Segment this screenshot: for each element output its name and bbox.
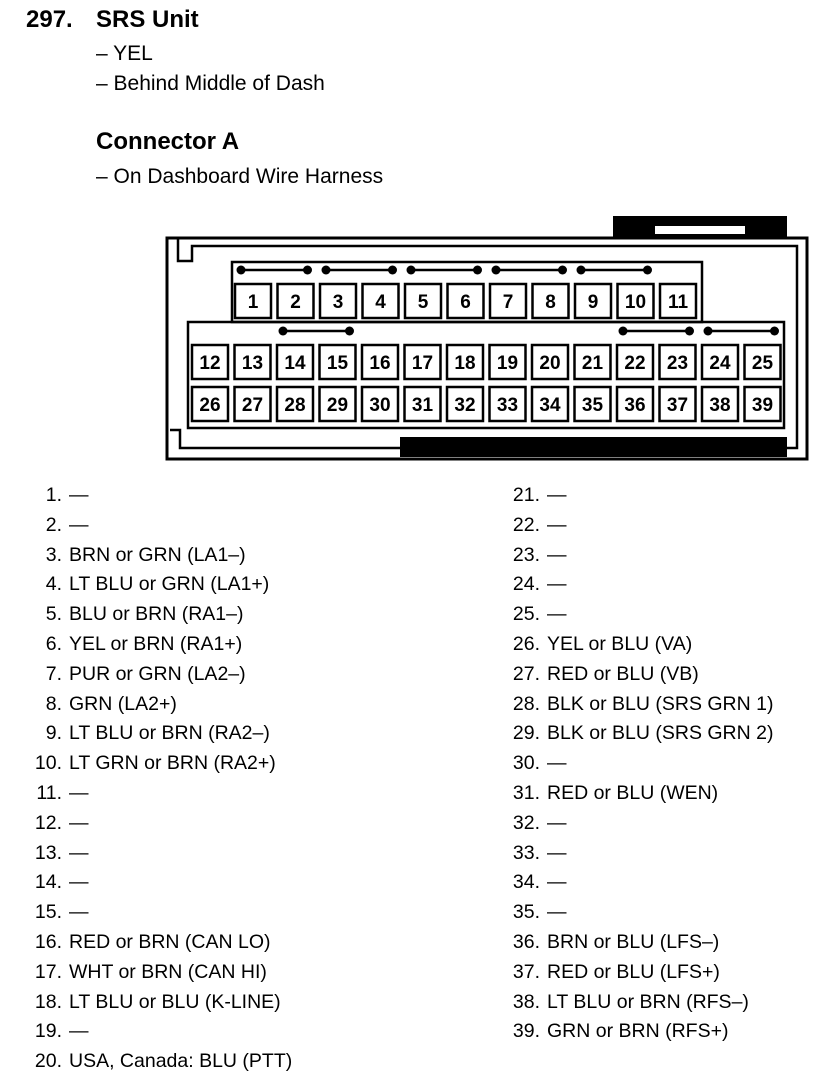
pin-entry [464, 570, 773, 600]
pin-8 [533, 284, 569, 318]
shorting-bar-dot [407, 266, 416, 275]
pin-31 [405, 387, 441, 421]
pin-description: — [547, 543, 567, 566]
pin-27 [235, 387, 271, 421]
pin-description: — [69, 513, 89, 536]
shorting-bar-dot [492, 266, 501, 275]
pin-13 [235, 345, 271, 379]
pin-description: — [547, 484, 567, 506]
pin-18 [447, 345, 483, 379]
pin-label: 31 [411, 395, 434, 416]
pin-label: 14 [284, 353, 306, 374]
pin-12 [192, 345, 228, 379]
pin-description: LT BLU or BRN (RA2–) [69, 722, 270, 745]
shorting-bar-5-6 [407, 266, 483, 275]
pin-description: — [547, 901, 567, 924]
pin-entry [464, 988, 773, 1018]
pin-description: BLU or BRN (RA1–) [69, 603, 244, 626]
pin-description: — [547, 603, 567, 626]
pin-entry [24, 749, 292, 779]
pin-entry [464, 719, 773, 749]
shorting-bar-dot [237, 266, 246, 275]
shorting-bar-dot [279, 327, 288, 336]
pin-19 [490, 345, 526, 379]
pin-entry [464, 928, 773, 958]
pin-description: USA, Canada: BLU (PTT) [69, 1050, 293, 1073]
pin-entry [24, 600, 292, 630]
pin-number: 19. [34, 1020, 62, 1043]
pin-label: 2 [290, 292, 301, 313]
pin-label: 4 [375, 292, 386, 313]
pin-description: — [547, 752, 567, 775]
pin-label: 30 [369, 395, 391, 416]
pin-number: 38. [512, 990, 540, 1013]
pin-33 [490, 387, 526, 421]
shorting-bar-22-23 [619, 327, 695, 336]
pin-21 [575, 345, 611, 379]
pin-number: 32. [512, 811, 540, 834]
shorting-bar-1-2 [237, 266, 313, 275]
pin-number: 14. [34, 871, 62, 894]
connector-title: Connector A [96, 128, 240, 155]
pin-entry [464, 690, 773, 720]
pin-28 [277, 387, 313, 421]
pin-23 [660, 345, 696, 379]
shorting-bar-dot [388, 266, 397, 275]
pin-number: 5. [45, 603, 62, 626]
pin-description: LT GRN or BRN (RA2+) [69, 752, 276, 775]
pin-30 [362, 387, 398, 421]
pin-entry [464, 511, 773, 541]
pin-label: 15 [326, 353, 349, 374]
pin-22 [617, 345, 653, 379]
pin-5 [405, 284, 441, 318]
pin-label: 19 [496, 353, 519, 374]
pin-number: 10. [34, 752, 62, 775]
shorting-bar-dot [619, 327, 628, 336]
pin-number: 24. [512, 573, 540, 596]
pin-label: 10 [624, 292, 647, 313]
pin-list-right [464, 481, 773, 1047]
pin-number: 13. [34, 841, 62, 864]
pin-number: 8. [45, 692, 62, 715]
pin-description: — [547, 513, 567, 536]
pin-description: — [547, 811, 567, 834]
connector-face-diagram [0, 0, 832, 480]
pin-number: 15. [34, 901, 62, 924]
pin-38 [702, 387, 738, 421]
pin-label: 12 [199, 353, 221, 374]
component-number: 297. [26, 6, 73, 33]
pin-label: 25 [751, 353, 774, 374]
pin-label: 22 [624, 353, 646, 374]
pin-label: 23 [666, 353, 689, 374]
pin-description: RED or BLU (WEN) [547, 781, 719, 804]
pin-36 [617, 387, 653, 421]
pin-number: 1. [45, 484, 62, 506]
pin-description: — [547, 871, 567, 894]
pin-description: BRN or BLU (LFS–) [547, 930, 720, 953]
pin-entry [464, 541, 773, 571]
pin-25 [745, 345, 781, 379]
pin-entry [24, 719, 292, 749]
pin-24 [702, 345, 738, 379]
pin-description: BLK or BLU (SRS GRN 1) [547, 692, 774, 715]
pin-label: 33 [496, 395, 519, 416]
pin-entry [464, 1017, 773, 1047]
connector-location-note: – On Dashboard Wire Harness [96, 165, 384, 188]
pin-number: 28. [512, 692, 540, 715]
pin-7 [490, 284, 526, 318]
pin-description: — [69, 1020, 89, 1043]
pin-26 [192, 387, 228, 421]
pin-number: 7. [45, 662, 62, 685]
pin-number: 18. [34, 990, 62, 1013]
pin-label: 16 [369, 353, 391, 374]
pin-number: 31. [512, 781, 540, 804]
pin-label: 8 [545, 292, 556, 313]
pin-number: 26. [512, 632, 540, 655]
pin-number: 21. [512, 484, 540, 506]
shorting-bar-dot [303, 266, 312, 275]
pin-description: — [69, 871, 89, 894]
pin-description: LT BLU or GRN (LA1+) [69, 573, 270, 596]
pin-entry [24, 630, 292, 660]
pin-label: 26 [199, 395, 221, 416]
shorting-bar-dot [704, 327, 713, 336]
pin-entry [24, 1017, 292, 1047]
pin-39 [745, 387, 781, 421]
pin-label: 24 [709, 353, 731, 374]
pin-number: 27. [512, 662, 540, 685]
pin-number: 4. [45, 573, 62, 596]
pin-entry [24, 660, 292, 690]
pin-4 [363, 284, 399, 318]
pin-number: 9. [45, 722, 62, 745]
pin-entry [464, 481, 773, 511]
shorting-bar-dot [577, 266, 586, 275]
shorting-bar-3-4 [322, 266, 398, 275]
pin-37 [660, 387, 696, 421]
pin-description: RED or BLU (VB) [547, 662, 699, 685]
pin-1 [235, 284, 271, 318]
pin-label: 27 [241, 395, 264, 416]
pin-description: YEL or BRN (RA1+) [69, 632, 243, 655]
pin-entry [24, 898, 292, 928]
pin-description: RED or BRN (CAN LO) [69, 930, 271, 953]
pin-6 [448, 284, 484, 318]
shorting-bar-dot [770, 327, 779, 336]
pin-entry [464, 868, 773, 898]
pin-label: 13 [241, 353, 264, 374]
pin-entry [24, 570, 292, 600]
pin-description: BRN or GRN (LA1–) [69, 543, 246, 566]
pin-description: PUR or GRN (LA2–) [69, 662, 246, 685]
shorting-bar-7-8 [492, 266, 568, 275]
pin-entry [464, 749, 773, 779]
pin-entry [464, 600, 773, 630]
shorting-bar-dot [643, 266, 652, 275]
pin-entry [24, 928, 292, 958]
pin-entry [24, 541, 292, 571]
pin-description: RED or BLU (LFS+) [547, 960, 720, 983]
pin-entry [24, 779, 292, 809]
pin-29 [320, 387, 356, 421]
pin-number: 34. [512, 871, 540, 894]
pin-label: 36 [624, 395, 646, 416]
pin-3 [320, 284, 356, 318]
pin-11 [660, 284, 696, 318]
pin-label: 32 [454, 395, 476, 416]
component-color-note: – YEL [96, 42, 153, 65]
pin-label: 17 [411, 353, 434, 374]
pin-description: LT BLU or BLU (K-LINE) [69, 990, 281, 1013]
pin-list-left [24, 481, 292, 1077]
pin-32 [447, 387, 483, 421]
pin-description: — [69, 841, 89, 864]
pin-17 [405, 345, 441, 379]
pin-number: 36. [512, 930, 540, 953]
pin-14 [277, 345, 313, 379]
pin-description: BLK or BLU (SRS GRN 2) [547, 722, 774, 745]
pin-entry [24, 1047, 292, 1077]
pin-description: YEL or BLU (VA) [547, 632, 693, 655]
pin-entry [464, 660, 773, 690]
pin-label: 21 [581, 353, 604, 374]
pin-entry [24, 958, 292, 988]
pin-number: 33. [512, 841, 540, 864]
shorting-bar-14-15 [279, 327, 355, 336]
shorting-bar-dot [558, 266, 567, 275]
pin-description: — [69, 484, 89, 506]
pin-label: 18 [454, 353, 476, 374]
shorting-bar-dot [322, 266, 331, 275]
pin-entry [24, 988, 292, 1018]
pin-entry [24, 481, 292, 511]
pin-description: WHT or BRN (CAN HI) [69, 960, 267, 983]
shorting-bar-dot [473, 266, 482, 275]
pin-description: — [69, 811, 89, 834]
pin-2 [278, 284, 314, 318]
pin-number: 6. [45, 632, 62, 655]
pin-number: 11. [36, 781, 62, 804]
pin-entry [464, 809, 773, 839]
pin-number: 39. [512, 1020, 540, 1043]
pin-label: 6 [460, 292, 471, 313]
pin-number: 2. [45, 513, 62, 536]
pin-entry [464, 779, 773, 809]
pin-number: 22. [512, 513, 540, 536]
pin-label: 39 [751, 395, 774, 416]
pin-entry [464, 958, 773, 988]
pin-number: 25. [512, 603, 540, 626]
pin-number: 29. [512, 722, 540, 745]
pin-number: 3. [45, 543, 62, 566]
pin-9 [575, 284, 611, 318]
pin-description: GRN or BRN (RFS+) [547, 1020, 729, 1043]
pin-number: 37. [512, 960, 540, 983]
pin-description: GRN (LA2+) [69, 692, 177, 715]
pin-description: — [69, 901, 89, 924]
pin-entry [464, 898, 773, 928]
pin-label: 28 [284, 395, 306, 416]
pin-number: 16. [34, 930, 62, 953]
pin-entry [24, 511, 292, 541]
pin-15 [320, 345, 356, 379]
pin-35 [575, 387, 611, 421]
pin-entry [464, 630, 773, 660]
shorting-bar-dot [685, 327, 694, 336]
pin-label: 9 [587, 292, 599, 313]
shorting-bar-24-25 [704, 327, 780, 336]
pin-label: 11 [667, 292, 689, 313]
pin-16 [362, 345, 398, 379]
shorting-bar-dot [345, 327, 354, 336]
pin-number: 30. [512, 752, 540, 775]
pin-description: — [69, 781, 89, 804]
pin-entry [24, 809, 292, 839]
pin-entry [464, 839, 773, 869]
pin-number: 23. [512, 543, 540, 566]
pin-label: 38 [709, 395, 731, 416]
pin-description: LT BLU or BRN (RFS–) [547, 990, 749, 1013]
pin-number: 17. [34, 960, 62, 983]
pin-description: — [547, 573, 567, 596]
pin-10 [618, 284, 654, 318]
pin-label: 37 [666, 395, 689, 416]
shorting-bar-9-10 [577, 266, 653, 275]
pin-label: 7 [502, 292, 514, 313]
component-location-note: – Behind Middle of Dash [96, 72, 325, 95]
pin-number: 12. [34, 811, 62, 834]
component-title: SRS Unit [96, 6, 199, 33]
pin-label: 20 [539, 353, 561, 374]
pin-number: 35. [512, 901, 540, 924]
pin-label: 35 [581, 395, 604, 416]
pin-label: 34 [539, 395, 561, 416]
pin-label: 1 [247, 292, 259, 313]
pin-label: 3 [332, 292, 344, 313]
pin-20 [532, 345, 568, 379]
pin-description: — [547, 841, 567, 864]
pin-label: 29 [326, 395, 349, 416]
pin-entry [24, 839, 292, 869]
pin-34 [532, 387, 568, 421]
pin-entry [24, 868, 292, 898]
pin-entry [24, 690, 292, 720]
pin-label: 5 [417, 292, 429, 313]
pin-number: 20. [34, 1050, 62, 1073]
